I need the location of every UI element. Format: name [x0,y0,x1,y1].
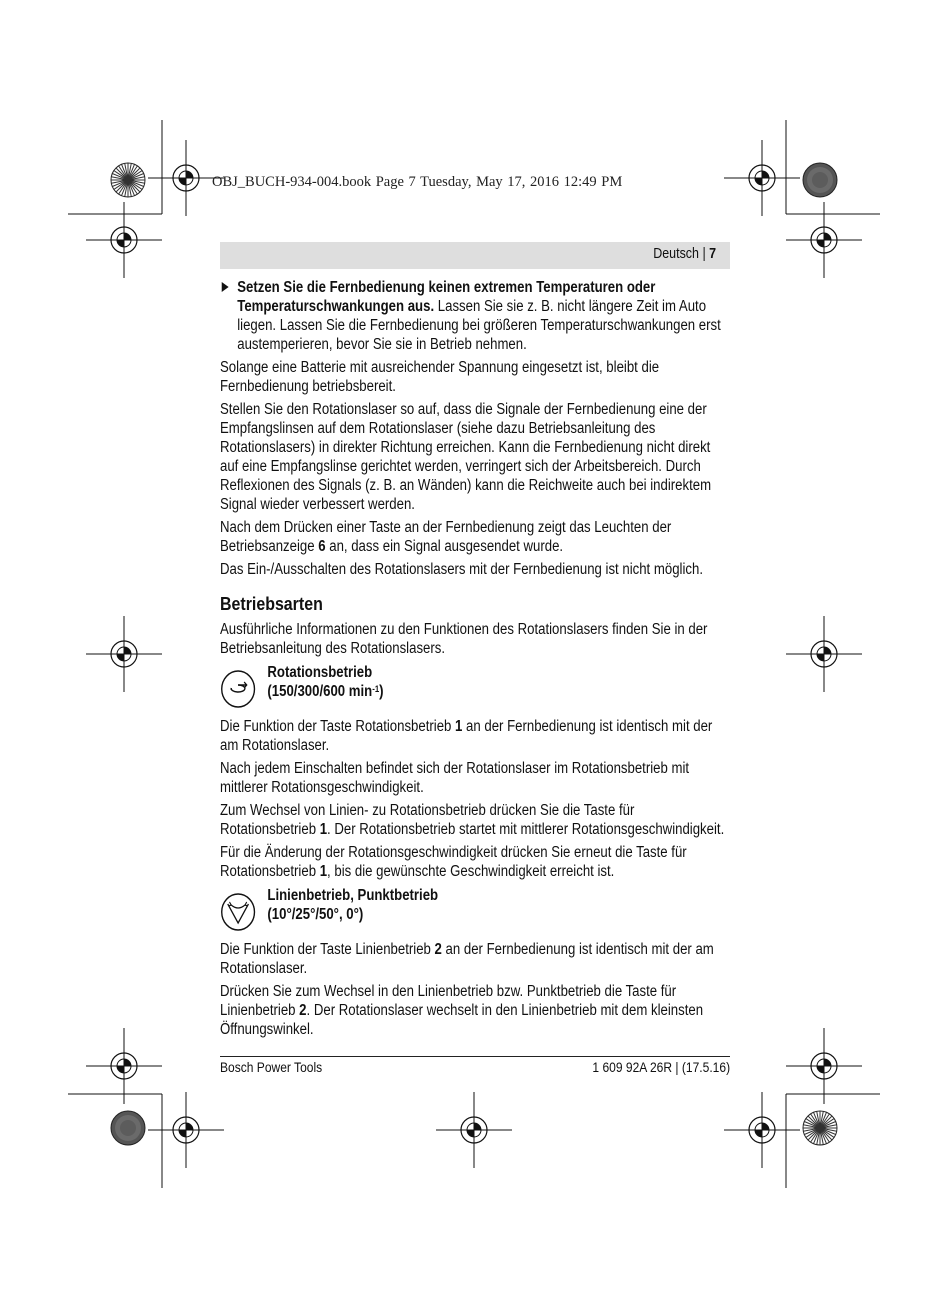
rotation-paragraph-3: Zum Wechsel von Linien- zu Rotationsbetrieb drücken Sie die Taste für Rotationsbetrieb 1. Der Rotationsbetrieb startet mit mittlerer Rotationsgeschwindigkeit. [220,802,725,838]
section-intro: Ausführliche Informationen zu den Funktionen des Rotationslasers finden Sie in der Betriebsanleitung des Rotationslasers. [220,621,708,657]
paragraph-battery: Solange eine Batterie mit ausreichender Spannung eingesetzt ist, bleibt die Fernbedienung betriebsbereit. [220,359,660,395]
header-language: Deutsch [653,246,699,262]
paragraph-setup: Stellen Sie den Rotationslaser so auf, dass die Signale der Fernbedienung eine der Empfangslinsen auf dem Rotationslaser (siehe dazu Betriebsanleitung des Rotationslasers) in direkter Richtung erreichen. Kann die Fernbedienung nicht direkt auf eine Empfangslinse gerichtet werden, verringert sich der Arbeitsbereich. Durch Reflexionen des Signals (z. B. an Wänden) kann die Reichweite auch bei indirektem Signal wieder verbessert werden. [220,401,712,513]
footer-rule [220,1056,730,1057]
warning-bold: Setzen Sie die Fernbedienung keinen extremen Temperaturen oder Temperaturschwankungen aus. [237,279,656,315]
paragraph-onoff: Das Ein-/Ausschalten des Rotationslasers mit der Fernbedienung ist nicht möglich. [220,561,703,578]
rotation-paragraph-2: Nach jedem Einschalten befindet sich der Rotationslaser im Rotationsbetrieb mit mittlerer Rotationsgeschwindigkeit. [220,760,690,796]
line-paragraph-2: Drücken Sie zum Wechsel in den Linienbetrieb bzw. Punktbetrieb die Taste für Linienbetrieb 2. Der Rotationslaser wechselt in den Linienbetrieb mit dem kleinsten Öffnungswinkel. [220,983,704,1038]
line-mode-heading [220,888,730,932]
rotation-mode-heading [220,665,730,709]
header-separator: | [698,246,710,262]
section-title: Betriebsarten [220,593,323,614]
line-mode-icon [220,892,256,932]
line-mode-title: Linienbetrieb, Punktbetrieb (10°/25°/50°, 0°) [267,887,439,923]
warning-item [220,278,730,354]
warning-text: Lassen Sie sie z. B. nicht längere Zeit im Auto liegen. Lassen Sie die Fernbedienung bei größeren Temperaturschwankungen erst austemperieren, bevor Sie sie in Betrieb nehmen. [237,298,721,353]
page-header [220,242,730,269]
rotation-paragraph-1: Die Funktion der Taste Rotationsbetrieb 1 an der Fernbedienung ist identisch mit der am Rotationslaser. [220,718,713,754]
page-number: 7 [709,246,716,262]
line-paragraph-1: Die Funktion der Taste Linienbetrieb 2 an der Fernbedienung ist identisch mit der am Rotationslaser. [220,941,714,977]
rotation-mode-icon [220,669,256,709]
footer-docnumber: 1 609 92A 26R | (17.5.16) [592,1059,730,1075]
print-slug-line: OBJ_BUCH-934-004.book Page 7 Tuesday, May 17, 2016 12:49 PM [212,174,623,190]
footer-brand: Bosch Power Tools [220,1059,323,1075]
ref-number: 6 [318,538,326,555]
bullet-triangle-icon [222,282,229,292]
header-text [653,246,716,262]
paragraph-indicator: Nach dem Drücken einer Taste an der Fernbedienung zeigt das Leuchten der Betriebsanzeige 6 an, dass ein Signal ausgesendet wurde. [220,519,672,555]
rotation-mode-title: Rotationsbetrieb (150/300/600 $\min^{-1}$) [267,664,384,700]
rotation-paragraph-4: Für die Änderung der Rotationsgeschwindigkeit drücken Sie erneut die Taste für Rotationsbetrieb 1, bis die gewünschte Geschwindigkeit erreicht ist. [220,844,687,880]
page-content [220,278,730,1043]
